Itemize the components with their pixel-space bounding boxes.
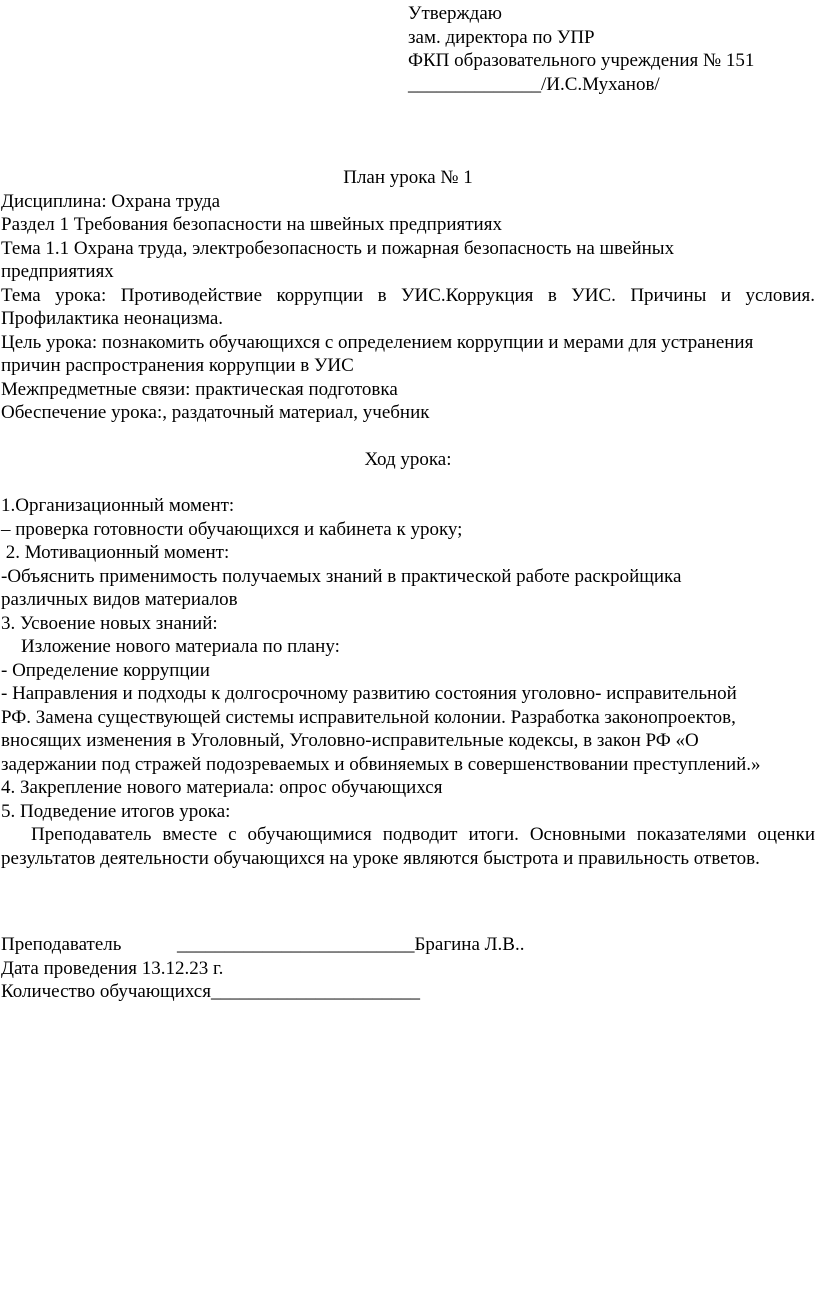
stage-item: задержании под стражей подозреваемых и обвиняемых в совершенствовании преступлений.» <box>1 753 761 775</box>
signature-block <box>1 933 524 1004</box>
stage-item: вносящих изменения в Уголовный, Уголовно-исправительные кодексы, в закон РФ «О <box>1 730 699 751</box>
topic-line: Тема 1.1 Охрана труда, электробезопасность и пожарная безопасность на швейных <box>1 237 675 259</box>
stage-title: 3. Усвоение новых знаний: <box>1 612 218 634</box>
goal-line: причин распространения коррупции в УИС <box>1 355 354 376</box>
document-title: План урока № 1 <box>343 167 473 188</box>
teacher-signature: _________________________Брагина Л.В.. <box>177 934 525 955</box>
interdisciplinary-links: Межпредметные связи: практическая подготовка <box>1 378 398 400</box>
stage-title: 2. Мотивационный момент: <box>1 542 230 563</box>
topic-line: предприятиях <box>1 261 114 282</box>
stage-item: различных видов материалов <box>1 589 238 610</box>
summary-paragraph: Преподаватель вместе с обучающимися подводит итоги. Основными показателями оценки результатов деятельности обучающихся на уроке являются быстрота и правильность ответов. <box>1 824 815 869</box>
lesson-plan-body <box>1 166 815 870</box>
stage-item: -Объяснить применимость получаемых знаний в практической работе раскройщика <box>1 565 682 587</box>
goal-line: Цель урока: познакомить обучающихся с определением коррупции и мерами для устранения <box>1 331 754 353</box>
stage-item: - Определение коррупции <box>1 659 210 681</box>
approval-line: ФКП образовательного учреждения № 151 <box>408 50 755 71</box>
stage-item: Изложение нового материала по плану: <box>21 636 340 657</box>
teacher-row <box>1 933 524 957</box>
stage-title: 5. Подведение итогов урока: <box>1 800 231 822</box>
student-count-row: Количество обучающихся______________________ <box>1 981 420 1002</box>
stage-item: - Направления и подходы к долгосрочному развитию состояния уголовно- исправительной <box>1 683 737 704</box>
approval-block <box>408 2 754 96</box>
approval-signature-line: ______________/И.С.Муханов/ <box>408 73 660 95</box>
lesson-provision: Обеспечение урока:, раздаточный материал, учебник <box>1 402 430 423</box>
section: Раздел 1 Требования безопасности на швейных предприятиях <box>1 214 502 235</box>
stage-title: 4. Закрепление нового материала: опрос обучающихся <box>1 777 443 798</box>
teacher-label: Преподаватель <box>1 934 122 955</box>
stage-title: 1.Организационный момент: <box>1 495 235 516</box>
discipline: Дисциплина: Охрана труда <box>1 190 221 212</box>
spacer <box>1 471 815 494</box>
progress-heading: Ход урока: <box>364 448 452 470</box>
lesson-topic: Тема урока: Противодействие коррупции в УИС.Коррукция в УИС. Причины и условия. Профилактика неонацизма. <box>1 284 815 329</box>
date-row: Дата проведения 13.12.23 г. <box>1 957 224 979</box>
stage-item: – проверка готовности обучающихся и кабинета к уроку; <box>1 518 463 540</box>
spacer <box>1 425 815 448</box>
approval-line: зам. директора по УПР <box>408 26 595 48</box>
approval-line: Утверждаю <box>408 3 502 24</box>
stage-item: РФ. Замена существующей системы исправительной колонии. Разработка законопроектов, <box>1 706 736 728</box>
